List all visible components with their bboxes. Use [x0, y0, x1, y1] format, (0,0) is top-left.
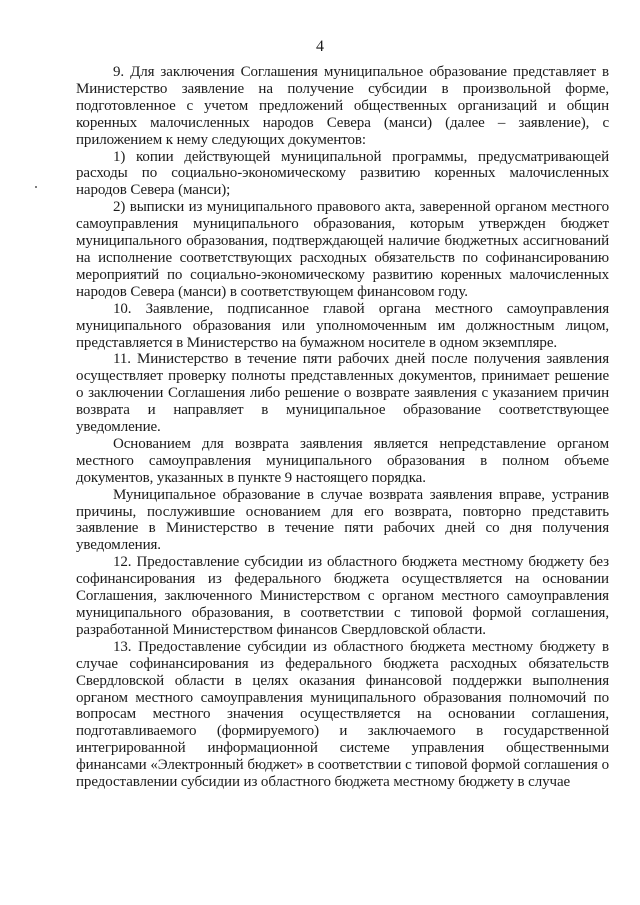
paragraph-9-item-2: 2) выписки из муниципального правового акта, заверенной органом местного самоуправления муниципального образования, которым утвержден бюджет муниципального образования, подтверждающей наличие бюджетных ассигнований на исполнение соответствующих расходных обязательств по софинансированию мероприятий по социально-экономическому развитию коренных малочисленных народов Севера (манси) в соответствующем финансовом году.	[76, 199, 609, 300]
paragraph-11-return-grounds: Основанием для возврата заявления является непредставление органом местного самоуправления муниципального образования в полном объеме документов, указанных в пункте 9 настоящего порядка.	[76, 435, 609, 486]
paragraph-11: 11. Министерство в течение пяти рабочих дней после получения заявления осуществляет проверку полноты представленных документов, принимает решение о заключении Соглашения либо решение о возврате заявления с указанием причин возврата и направляет в муниципальное образование соответствующее уведомление.	[76, 351, 609, 436]
margin-mark	[35, 186, 37, 188]
paragraph-9-item-1: 1) копии действующей муниципальной программы, предусматривающей расходы по социально-экономическому развитию коренных малочисленных народов Севера (манси);	[76, 148, 609, 199]
paragraph-13: 13. Предоставление субсидии из областного бюджета местному бюджету в случае софинансирования из федерального бюджета расходных обязательств Свердловской области в целях оказания финансовой поддержки выполнения органом местного самоуправления муниципального образования полномочий по вопросам местного значения осуществляется на основании соглашения, подготавливаемого (формируемого) и заключаемого в государственной интегрированной информационной системе управления общественными финансами «Электронный бюджет» в соответствии с типовой формой соглашения о предоставлении субсидии из областного бюджета местному бюджету в случае	[76, 638, 609, 791]
page-number: 4	[316, 38, 324, 55]
paragraph-11-resubmission: Муниципальное образование в случае возврата заявления вправе, устранив причины, послужившие основанием для его возврата, повторно представить заявление в Министерство в течение пяти рабочих дней со дня получения уведомления.	[76, 486, 609, 554]
paragraph-10: 10. Заявление, подписанное главой органа местного самоуправления муниципального образования или уполномоченным им должностным лицом, представляется в Министерство на бумажном носителе в одном экземпляре.	[76, 300, 609, 351]
paragraph-9: 9. Для заключения Соглашения муниципальное образование представляет в Министерство заявление на получение субсидии в произвольной форме, подготовленное с учетом предложений общественных организаций и общин коренных малочисленных народов Севера (манси) (далее – заявление), с приложением к нему следующих документов:	[76, 64, 609, 148]
paragraph-12: 12. Предоставление субсидии из областного бюджета местному бюджету без софинансирования из федерального бюджета осуществляется на основании Соглашения, заключенного Министерством с органом местного самоуправления муниципального образования, в соответствии с типовой формой соглашения, разработанной Министерством финансов Свердловской области.	[76, 554, 609, 638]
document-body	[76, 64, 609, 791]
